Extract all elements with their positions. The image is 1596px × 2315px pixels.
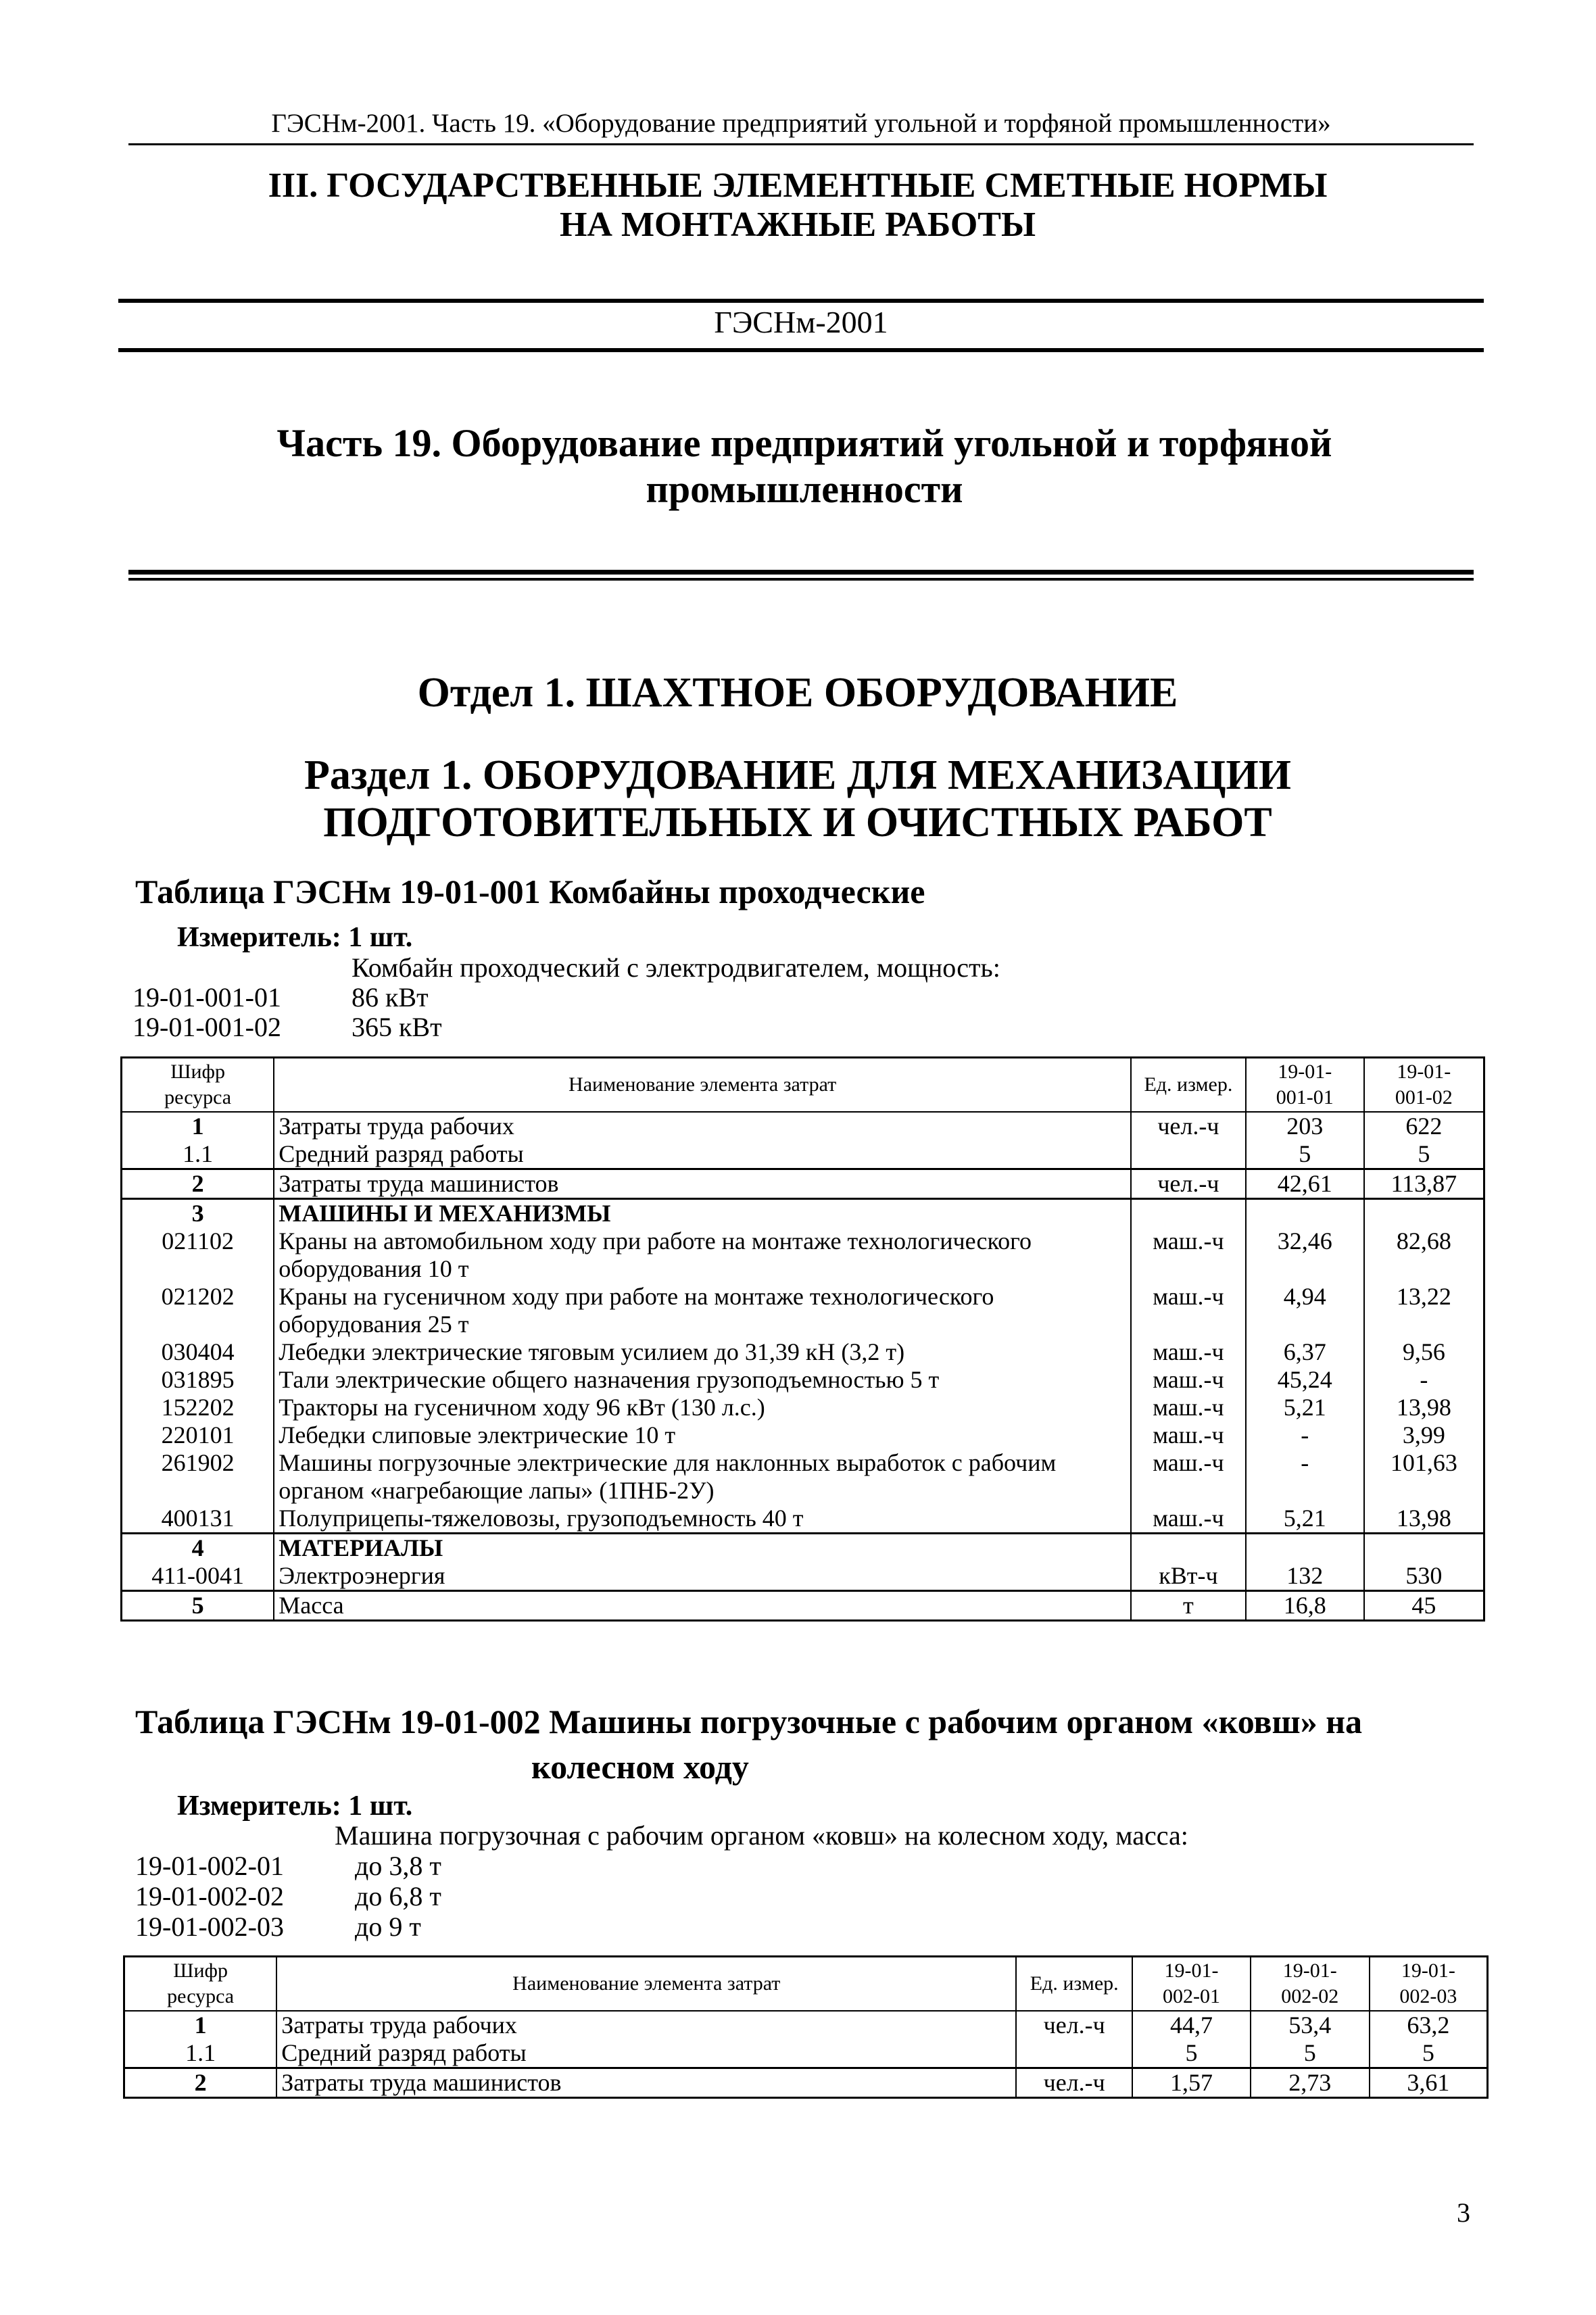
table-row — [122, 1112, 1484, 1140]
header-col1 — [1132, 1957, 1251, 2011]
row-code — [122, 1255, 274, 1283]
header-rule — [128, 143, 1474, 145]
table-row — [124, 2068, 1488, 2097]
row-value-2: 13,98 — [1364, 1505, 1484, 1534]
table-row — [124, 2011, 1488, 2039]
row-value-1 — [1246, 1311, 1364, 1338]
part-title-line1: Часть 19. Оборудование предприятий угольной и торфяной — [276, 421, 1332, 465]
row-name: Затраты труда рабочих — [274, 1112, 1131, 1140]
row-code: 021102 — [122, 1227, 274, 1255]
row-code — [122, 1311, 274, 1338]
section-title-line1: III. ГОСУДАРСТВЕННЫЕ ЭЛЕМЕНТНЫЕ СМЕТНЫЕ НОРМЫ — [268, 166, 1328, 205]
row-value-1: 6,37 — [1246, 1338, 1364, 1366]
running-header: ГЭСНм-2001. Часть 19. «Оборудование предприятий угольной и торфяной промышленности» — [271, 109, 1331, 138]
row-unit: маш.-ч — [1131, 1227, 1246, 1255]
header-col2-line2: 002-02 — [1281, 1984, 1339, 2007]
row-code: 021202 — [122, 1283, 274, 1311]
row-value-2: 5 — [1251, 2039, 1370, 2068]
row-code: 1.1 — [124, 2039, 277, 2068]
table2-caption-line2: колесном ходу — [531, 1748, 749, 1786]
row-value-1: 5,21 — [1246, 1505, 1364, 1534]
row-unit: т — [1131, 1590, 1246, 1620]
header-col1-line2: 002-01 — [1163, 1984, 1221, 2007]
row-value-2: 101,63 — [1390, 1448, 1457, 1476]
resource-table-19-01-001 — [120, 1056, 1485, 1622]
table1-caption: Таблица ГЭСНм 19-01-001 Комбайны проходческие — [135, 873, 925, 910]
row-value-2: 530 — [1364, 1562, 1484, 1591]
table-row — [122, 1140, 1484, 1169]
row-code: 261902 — [122, 1449, 274, 1477]
row-unit: маш.-ч — [1131, 1338, 1246, 1366]
table-row — [122, 1449, 1484, 1477]
row-name: Масса — [274, 1590, 1131, 1620]
row-name: органом «нагребающие лапы» (1ПНБ-2У) — [274, 1477, 1131, 1505]
row-value-2 — [1364, 1255, 1484, 1283]
header-name: Наименование элемента затрат — [274, 1058, 1131, 1112]
table-row — [122, 1562, 1484, 1591]
row-value-2 — [1364, 1198, 1484, 1227]
row-unit: маш.-ч — [1131, 1505, 1246, 1534]
row-value-1: 42,61 — [1246, 1169, 1364, 1198]
table-row — [122, 1311, 1484, 1338]
row-value-2: 13,98 — [1396, 1393, 1451, 1421]
header-name: Наименование элемента затрат — [276, 1957, 1016, 2011]
table2-variant-value: до 3,8 т — [355, 1851, 441, 1881]
row-name: МАШИНЫ И МЕХАНИЗМЫ — [274, 1198, 1131, 1227]
table2-variant-value: до 6,8 т — [355, 1881, 441, 1911]
row-unit: чел.-ч — [1131, 1169, 1246, 1198]
table-row — [122, 1366, 1484, 1394]
table1-variant-code: 19-01-001-01 — [132, 982, 281, 1013]
table2-variant-code: 19-01-002-02 — [135, 1881, 284, 1911]
row-value-2: 53,4 — [1251, 2011, 1370, 2039]
row-unit — [1131, 1198, 1246, 1227]
table2-description: Машина погрузочная с рабочим органом «ковш» на колесном ходу, масса: — [335, 1820, 1188, 1851]
banner-rule-top — [118, 299, 1484, 303]
table-row — [122, 1394, 1484, 1421]
banner-rule-bottom — [118, 348, 1484, 352]
row-value-1 — [1246, 1477, 1364, 1505]
row-code: 400131 — [122, 1505, 274, 1534]
table-row — [122, 1505, 1484, 1534]
header-col1-line2: 001-01 — [1276, 1086, 1334, 1108]
table-row — [122, 1421, 1484, 1449]
row-code: 1 — [124, 2011, 277, 2039]
row-value-1: - — [1246, 1421, 1364, 1449]
row-value-2: 113,87 — [1364, 1169, 1484, 1198]
table-row — [124, 2039, 1488, 2068]
row-name: оборудования 10 т — [274, 1255, 1131, 1283]
row-unit: маш.-ч — [1131, 1394, 1246, 1421]
header-code — [122, 1058, 274, 1112]
table2-variant-code: 19-01-002-01 — [135, 1851, 284, 1881]
row-unit: чел.-ч — [1131, 1112, 1246, 1140]
row-name: Средний разряд работы — [274, 1140, 1131, 1169]
row-value-1: 132 — [1246, 1562, 1364, 1591]
row-value-1: 203 — [1246, 1112, 1364, 1140]
row-value-2 — [1364, 1477, 1484, 1505]
row-name: Полуприцепы-тяжеловозы, грузоподъемность 40 т — [274, 1505, 1131, 1534]
row-unit: маш.-ч — [1131, 1449, 1246, 1477]
row-unit — [1131, 1311, 1246, 1338]
row-name: Краны на автомобильном ходу при работе на монтаже технологического — [274, 1227, 1131, 1255]
row-name: Краны на гусеничном ходу при работе на монтаже технологического — [274, 1283, 1131, 1311]
section-title-line2: НА МОНТАЖНЫЕ РАБОТЫ — [559, 205, 1036, 244]
header-code-line2: ресурса — [167, 1984, 235, 2007]
row-value-1: 4,94 — [1246, 1283, 1364, 1311]
row-name: оборудования 25 т — [274, 1311, 1131, 1338]
resource-table-19-01-002 — [123, 1955, 1489, 2099]
row-value-2: 3,99 — [1402, 1421, 1445, 1448]
row-code: 152202 — [122, 1394, 274, 1421]
header-code-line2: ресурса — [164, 1086, 232, 1108]
row-code: 4 — [122, 1533, 274, 1562]
row-value-1: 16,8 — [1246, 1590, 1364, 1620]
table-row — [122, 1533, 1484, 1562]
header-col3 — [1370, 1957, 1488, 2011]
header-col2 — [1364, 1058, 1484, 1112]
header-col3-line2: 002-03 — [1399, 1984, 1457, 2007]
row-value-1: 32,46 — [1246, 1227, 1364, 1255]
row-name: Лебедки электрические тяговым усилием до 31,39 кН (3,2 т) — [274, 1338, 1131, 1366]
row-value-1: 1,57 — [1132, 2068, 1251, 2097]
row-value-1: 5 — [1132, 2039, 1251, 2068]
row-code: 030404 — [122, 1338, 274, 1366]
row-code: 031895 — [122, 1366, 274, 1394]
row-code: 1.1 — [122, 1140, 274, 1169]
row-value-3: 3,61 — [1407, 2068, 1450, 2096]
row-code — [122, 1477, 274, 1505]
header-unit: Ед. измер. — [1131, 1058, 1246, 1112]
table2-variant-code: 19-01-002-03 — [135, 1911, 284, 1942]
subsection-title-line1: Раздел 1. ОБОРУДОВАНИЕ ДЛЯ МЕХАНИЗАЦИИ — [304, 752, 1291, 798]
table1-measure: Измеритель: 1 шт. — [177, 922, 413, 953]
table2-caption-line1: Таблица ГЭСНм 19-01-002 Машины погрузочные с рабочим органом «ковш» на — [135, 1703, 1363, 1740]
row-unit: чел.-ч — [1016, 2011, 1132, 2039]
row-name: Тали электрические общего назначения грузоподъемностью 5 т — [274, 1366, 1131, 1394]
row-unit: маш.-ч — [1131, 1283, 1246, 1311]
double-rule-top — [128, 570, 1474, 575]
table-row — [122, 1198, 1484, 1227]
header-col2-line2: 001-02 — [1395, 1086, 1453, 1108]
row-value-2: 45 — [1411, 1591, 1436, 1619]
row-value-2 — [1364, 1311, 1484, 1338]
row-value-3: 63,2 — [1407, 2011, 1450, 2039]
row-unit — [1131, 1477, 1246, 1505]
code-banner: ГЭСНм-2001 — [714, 305, 888, 339]
row-name: МАТЕРИАЛЫ — [274, 1533, 1131, 1562]
table1-variant-code: 19-01-001-02 — [132, 1012, 281, 1042]
table-header-row — [124, 1957, 1488, 2011]
header-code — [124, 1957, 277, 2011]
row-code: 2 — [124, 2068, 277, 2097]
part-title-line2: промышленности — [646, 467, 963, 511]
double-rule-bottom — [128, 578, 1474, 581]
row-unit: чел.-ч — [1016, 2068, 1132, 2097]
row-code: 1 — [122, 1112, 274, 1140]
row-value-1: 5,21 — [1246, 1394, 1364, 1421]
subsection-title-line2: ПОДГОТОВИТЕЛЬНЫХ И ОЧИСТНЫХ РАБОТ — [323, 800, 1272, 846]
row-code: 5 — [122, 1590, 274, 1620]
header-col1-line1: 19-01- — [1164, 1959, 1219, 1982]
row-value-2: 13,22 — [1396, 1282, 1451, 1310]
header-col2-line1: 19-01- — [1282, 1959, 1337, 1982]
row-unit — [1131, 1533, 1246, 1562]
row-value-1: 44,7 — [1132, 2011, 1251, 2039]
row-value-3: 5 — [1370, 2039, 1488, 2068]
header-unit: Ед. измер. — [1016, 1957, 1132, 2011]
row-value-1 — [1246, 1255, 1364, 1283]
table1-description: Комбайн проходческий с электродвигателем, мощность: — [352, 952, 1000, 983]
row-name: Затраты труда машинистов — [276, 2068, 1016, 2097]
table2-measure: Измеритель: 1 шт. — [177, 1790, 413, 1822]
table-row — [122, 1338, 1484, 1366]
row-name: Электроэнергия — [274, 1562, 1131, 1591]
row-code: 2 — [122, 1169, 274, 1198]
row-name: Средний разряд работы — [276, 2039, 1016, 2068]
row-unit — [1016, 2039, 1132, 2068]
table-row — [122, 1227, 1484, 1255]
table2-variant-value: до 9 т — [355, 1911, 421, 1942]
header-col2 — [1251, 1957, 1370, 2011]
table1-variant-value: 365 кВт — [352, 1012, 442, 1042]
row-code: 411-0041 — [122, 1562, 274, 1591]
row-name: Машины погрузочные электрические для наклонных выработок с рабочим — [274, 1449, 1131, 1477]
header-col1-line1: 19-01- — [1278, 1060, 1332, 1083]
row-name: Затраты труда рабочих — [276, 2011, 1016, 2039]
table-row — [122, 1283, 1484, 1311]
header-col1 — [1246, 1058, 1364, 1112]
table-row — [122, 1477, 1484, 1505]
row-unit — [1131, 1140, 1246, 1169]
table1-variant-value: 86 кВт — [352, 982, 429, 1013]
row-value-1: 45,24 — [1246, 1366, 1364, 1394]
row-value-2: - — [1420, 1365, 1428, 1393]
row-value-1: - — [1246, 1449, 1364, 1477]
row-value-2: 5 — [1364, 1140, 1484, 1169]
header-code-line1: Шифр — [170, 1060, 225, 1083]
header-code-line1: Шифр — [173, 1959, 228, 1982]
row-value-2: 9,56 — [1402, 1338, 1445, 1365]
header-col3-line1: 19-01- — [1401, 1959, 1455, 1982]
row-name: Тракторы на гусеничном ходу 96 кВт (130 л.с.) — [274, 1394, 1131, 1421]
row-unit: маш.-ч — [1131, 1421, 1246, 1449]
table-row — [122, 1255, 1484, 1283]
row-code: 3 — [122, 1198, 274, 1227]
row-unit — [1131, 1255, 1246, 1283]
table-header-row — [122, 1058, 1484, 1112]
row-value-2 — [1364, 1533, 1484, 1562]
header-col2-line1: 19-01- — [1397, 1060, 1451, 1083]
row-value-1 — [1246, 1198, 1364, 1227]
row-value-1 — [1246, 1533, 1364, 1562]
row-unit: кВт-ч — [1131, 1562, 1246, 1591]
department-title: Отдел 1. ШАХТНОЕ ОБОРУДОВАНИЕ — [417, 670, 1178, 716]
row-value-2: 2,73 — [1251, 2068, 1370, 2097]
table-row — [122, 1169, 1484, 1198]
row-unit: маш.-ч — [1131, 1366, 1246, 1394]
row-value-1: 5 — [1246, 1140, 1364, 1169]
table-row — [122, 1590, 1484, 1620]
page-number: 3 — [1457, 2197, 1470, 2228]
row-value-2: 622 — [1405, 1112, 1443, 1140]
row-code: 220101 — [122, 1421, 274, 1449]
row-name: Лебедки слиповые электрические 10 т — [274, 1421, 1131, 1449]
row-value-2: 82,68 — [1396, 1227, 1451, 1254]
row-name: Затраты труда машинистов — [274, 1169, 1131, 1198]
